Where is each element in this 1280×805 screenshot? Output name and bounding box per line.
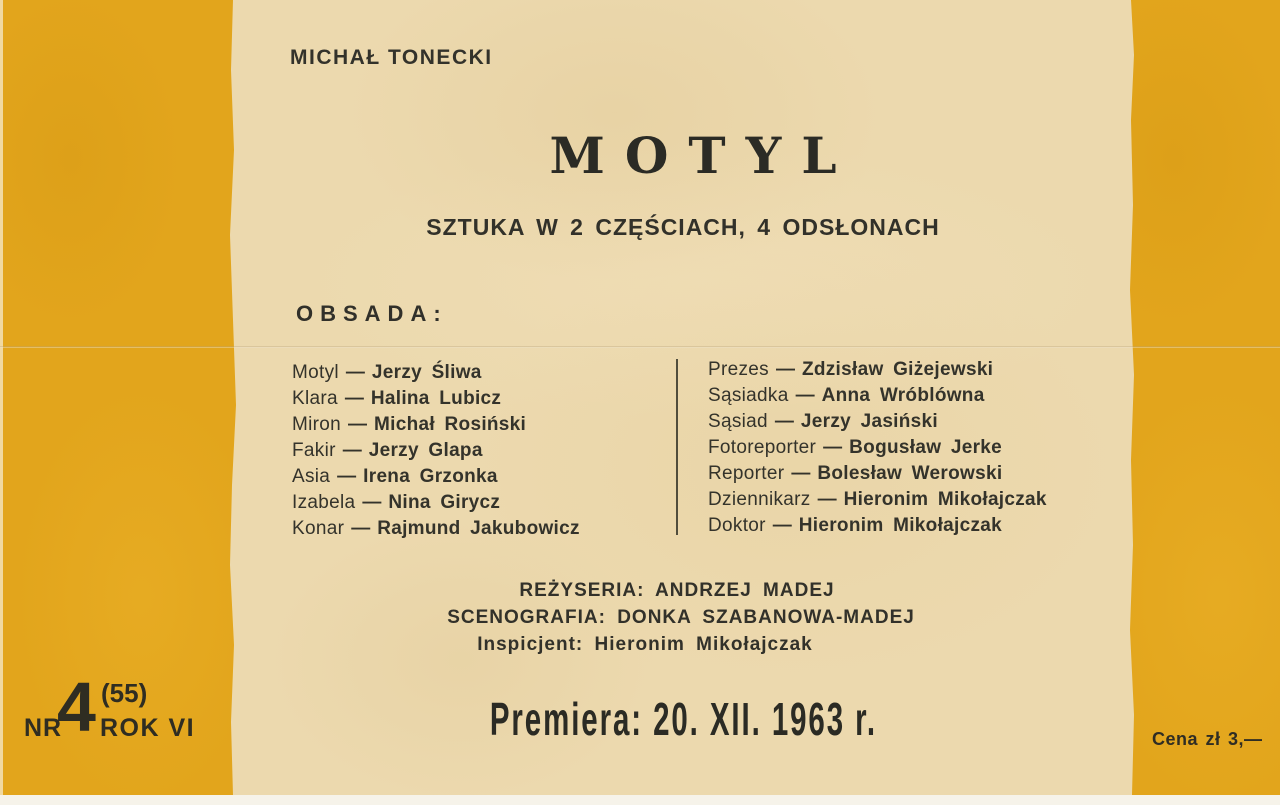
cast-column-right <box>708 357 1047 539</box>
cast-role: Konar <box>292 518 345 539</box>
cast-separator: — <box>342 440 362 461</box>
cast-row <box>708 383 1047 409</box>
cast-role: Doktor <box>708 515 766 536</box>
paper-crease-line <box>0 346 1280 348</box>
cast-role: Dziennikarz <box>708 489 811 510</box>
cast-role: Fakir <box>292 440 336 461</box>
cast-separator: — <box>817 489 837 510</box>
cast-role: Miron <box>292 414 342 435</box>
cast-row <box>708 487 1047 513</box>
cast-actor: Jerzy Glapa <box>368 440 483 461</box>
credit-stage-manager: Inspicjent: Hieronim Mikołajczak <box>477 634 813 655</box>
author-name: MICHAŁ TONECKI <box>290 46 493 69</box>
cast-heading: OBSADA: <box>296 301 448 326</box>
cast-column-left <box>292 360 580 542</box>
cast-separator: — <box>775 359 795 380</box>
cast-row <box>708 513 1047 539</box>
cast-actor: Rajmund Jakubowicz <box>377 518 580 539</box>
cast-row <box>292 438 580 464</box>
play-title: MOTYL <box>549 126 857 185</box>
cast-actor: Jerzy Jasiński <box>800 411 938 432</box>
cast-role: Klara <box>292 388 338 409</box>
cast-row <box>292 412 580 438</box>
cast-row <box>292 490 580 516</box>
cast-actor: Bolesław Werowski <box>817 463 1003 484</box>
cast-role: Sąsiadka <box>708 385 789 406</box>
cast-actor: Irena Grzonka <box>363 466 498 487</box>
credit-scenography: SCENOGRAFIA: DONKA SZABANOWA-MADEJ <box>447 607 915 628</box>
issue-year-label: ROK VI <box>100 714 196 742</box>
cast-role: Fotoreporter <box>708 437 817 458</box>
issue-block <box>0 670 240 760</box>
cast-actor: Anna Wróblówna <box>821 385 985 406</box>
credit-director: REŻYSERIA: ANDRZEJ MADEJ <box>519 580 835 601</box>
cast-row <box>708 357 1047 383</box>
cast-row <box>292 464 580 490</box>
cast-row <box>292 516 580 542</box>
cast-role: Motyl <box>292 362 339 383</box>
cast-separator: — <box>337 466 357 487</box>
cast-row <box>708 409 1047 435</box>
cast-row <box>708 461 1047 487</box>
issue-sub-number: (55) <box>101 678 148 708</box>
cast-row <box>292 386 580 412</box>
cast-role: Prezes <box>708 359 769 380</box>
cast-actor: Hieronim Mikołajczak <box>843 489 1047 510</box>
play-subtitle: SZTUKA W 2 CZĘŚCIACH, 4 ODSŁONACH <box>426 214 940 240</box>
cast-actor: Michał Rosiński <box>374 414 527 435</box>
cast-role: Izabela <box>292 492 356 513</box>
cast-separator: — <box>351 518 371 539</box>
premiere-text: Premiera: 20. XII. 1963 r. <box>489 693 877 745</box>
issue-nr-label: NR <box>24 714 63 742</box>
cast-role: Asia <box>292 466 331 487</box>
cast-separator: — <box>344 388 364 409</box>
cast-actor: Nina Girycz <box>388 492 501 513</box>
cast-separator: — <box>791 463 811 484</box>
premiere-line <box>381 692 981 746</box>
cast-actor: Bogusław Jerke <box>849 437 1003 458</box>
cast-separator: — <box>823 437 843 458</box>
cast-separator: — <box>345 362 365 383</box>
scan-edge-bottom <box>0 795 1280 805</box>
cast-column-divider <box>676 359 678 535</box>
cast-row <box>292 360 580 386</box>
cast-role: Sąsiad <box>708 411 768 432</box>
cast-separator: — <box>772 515 792 536</box>
cast-separator: — <box>795 385 815 406</box>
cast-separator: — <box>348 414 368 435</box>
right-yellow-band <box>1128 0 1280 795</box>
issue-number: 4 <box>57 668 96 746</box>
cast-separator: — <box>774 411 794 432</box>
price-label: Cena zł 3,— <box>1152 729 1263 749</box>
cast-role: Reporter <box>708 463 785 484</box>
cast-actor: Jerzy Śliwa <box>371 362 482 383</box>
cast-row <box>708 435 1047 461</box>
cast-actor: Zdzisław Giżejewski <box>801 359 994 380</box>
cast-separator: — <box>362 492 382 513</box>
cast-actor: Hieronim Mikołajczak <box>798 515 1002 536</box>
cast-actor: Halina Lubicz <box>370 388 502 409</box>
